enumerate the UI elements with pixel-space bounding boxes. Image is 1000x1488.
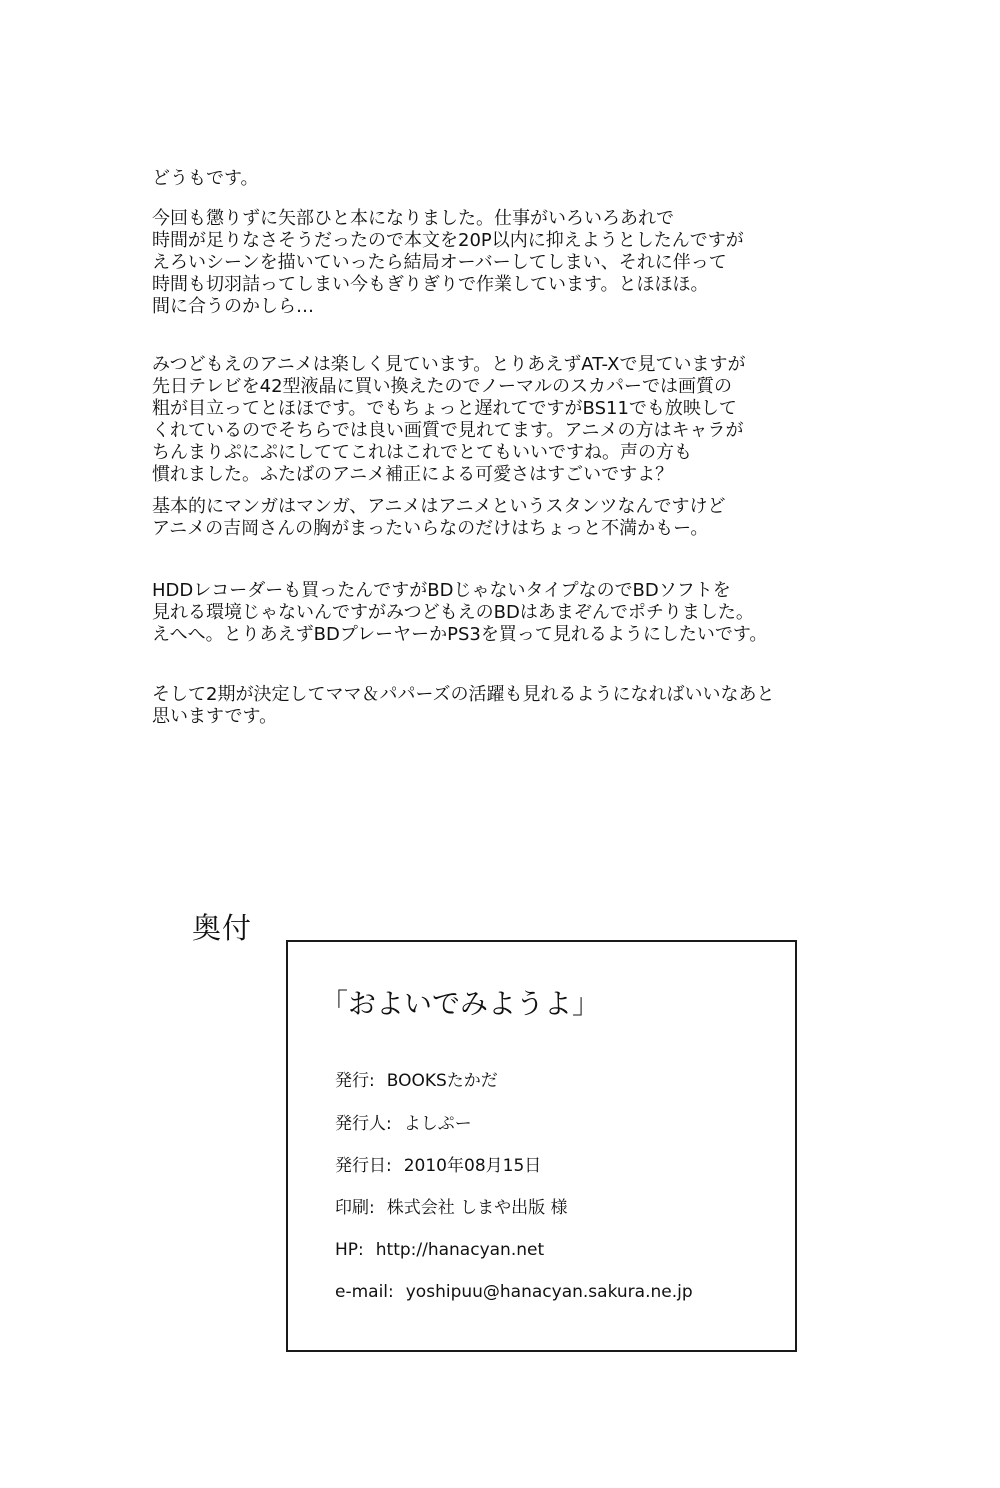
text-line: アニメの吉岡さんの胸がまったいらなのだけはちょっと不満かもー。 <box>152 518 709 539</box>
text-line: 粗が目立ってとほほです。でもちょっと遅れてですがBS11でも放映して <box>152 398 737 419</box>
homepage-label: HP: <box>335 1240 364 1260</box>
author-value: よしぷー <box>403 1114 472 1134</box>
text-line: 先日テレビを42型液晶に買い換えたのでノーマルのスカパーでは画質の <box>152 376 733 397</box>
printer-label: 印刷: <box>335 1198 375 1218</box>
text-line: みつどもえのアニメは楽しく見ています。とりあえずAT-Xで見ていますが <box>152 354 746 375</box>
text-line: ちんまりぷにぷにしててこれはこれでとてもいいですね。声の方も <box>152 442 692 463</box>
afterword-paragraph <box>152 684 775 728</box>
book-title: 「およいでみようよ」 <box>320 987 601 1020</box>
text-line: 基本的にマンガはマンガ、アニメはアニメというスタンツなんですけど <box>152 496 726 517</box>
email-address[interactable]: yoshipuu@hanacyan.sakura.ne.jp <box>405 1282 693 1302</box>
afterword-paragraph <box>152 168 259 190</box>
author-entry <box>335 1113 472 1135</box>
text-line: どうもです。 <box>152 168 259 189</box>
text-line: そして2期が決定してママ＆パパーズの活躍も見れるようになればいいなあと <box>152 684 775 705</box>
text-line: HDDレコーダーも買ったんですがBDじゃないタイプなのでBDソフトを <box>152 580 731 601</box>
author-label: 発行人: <box>335 1114 392 1134</box>
email-label: e-mail: <box>335 1282 394 1302</box>
text-line: 慣れました。ふたばのアニメ補正による可愛さはすごいですよ？ <box>152 464 674 485</box>
homepage-url[interactable]: http://hanacyan.net <box>375 1240 545 1260</box>
text-line: くれているのでそちらでは良い画質で見れてます。アニメの方はキャラが <box>152 420 744 441</box>
text-line: 時間も切羽詰ってしまい今もぎりぎりで作業しています。とほほほ。 <box>152 274 709 295</box>
text-line: 見れる環境じゃないんですがみつどもえのBDはあまぞんでポチりました。 <box>152 602 754 623</box>
publisher-entry <box>335 1070 498 1092</box>
text-line: 今回も懲りずに矢部ひと本になりました。仕事がいろいろあれで <box>152 208 674 229</box>
colophon-box <box>286 940 797 1352</box>
date-value: 2010年08月15日 <box>403 1156 542 1176</box>
text-line: 思いますです。 <box>152 706 278 727</box>
homepage-entry <box>335 1239 544 1261</box>
afterword-paragraph <box>152 580 767 646</box>
text-line: えろいシーンを描いていったら結局オーバーしてしまい、それに伴って <box>152 252 727 273</box>
text-line: 時間が足りなさそうだったので本文を20P以内に抑えようとしたんですが <box>152 230 744 251</box>
colophon-heading: 奥付 <box>192 911 253 945</box>
afterword-paragraph <box>152 208 744 318</box>
text-line: えへへ。とりあえずBDプレーヤーかPS3を買って見れるようにしたいです。 <box>152 624 768 645</box>
afterword-paragraph <box>152 496 725 540</box>
printer-entry <box>335 1197 568 1219</box>
publisher-label: 発行: <box>335 1071 375 1091</box>
afterword-paragraph <box>152 354 746 486</box>
email-entry <box>335 1281 693 1303</box>
date-label: 発行日: <box>335 1156 392 1176</box>
printer-value: 株式会社 しまや出版 様 <box>386 1198 568 1218</box>
date-entry <box>335 1155 541 1177</box>
publisher-value: BOOKSたかだ <box>386 1071 498 1091</box>
text-line: 間に合うのかしら… <box>152 296 314 317</box>
